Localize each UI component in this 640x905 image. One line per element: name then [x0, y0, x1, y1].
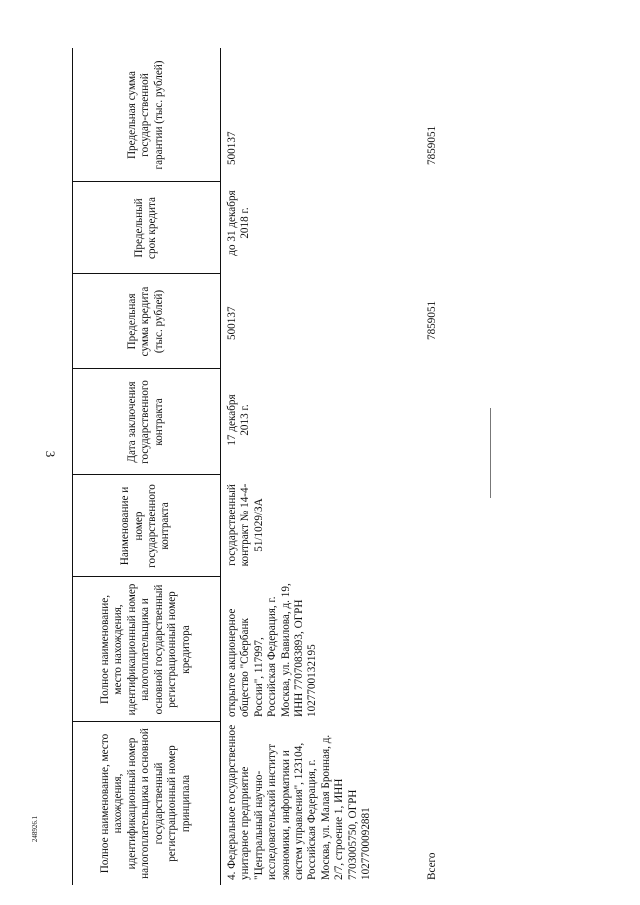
header-contract: Наименование и номер государственного контракта: [119, 484, 172, 568]
total-guarantee-sum: 7859051: [426, 125, 438, 165]
total-label: Всего: [426, 852, 438, 880]
row-contract-date: 17 декабря 2013 г.: [226, 394, 252, 446]
row-principal: 4. Федеральное государственное унитарное предприятие "Центральный научно-исследовательский институт экономики, информатики и систем управления", 123104, Российская Федерация, г. Москва, ул. Малая Бронная, д. 2/7, строение 1, ИНН 7703005750, ОГРН 1027700092881: [226, 724, 373, 880]
document-code: 248926.1: [31, 815, 40, 843]
page-number: 3: [43, 450, 58, 458]
header-guarantee-sum: Предельная сумма государ-ственной гарантии (тыс. рублей): [125, 60, 165, 170]
total-credit-sum: 7859051: [426, 300, 438, 340]
row-contract: государственный контракт № 14-4-51/1029/ЗА: [226, 483, 265, 567]
row-credit-term: до 31 декабря 2018 г.: [226, 190, 252, 256]
header-credit-sum: Предельная сумма кредита (тыс. рублей): [125, 286, 165, 357]
header-contract-date: Дата заключения государственного контракта: [125, 380, 165, 464]
guarantee-table: [72, 48, 612, 885]
header-creditor: Полное наименование, место нахождения, идентификационный номер налогоплательщика и основной государственный регистрационный номер кредитора: [99, 583, 192, 716]
header-bottom-rule: [220, 48, 221, 885]
row-guarantee-sum: 500137: [226, 131, 238, 165]
row-credit-sum: 500137: [226, 306, 238, 340]
row-creditor: открытое акционерное общество "Сбербанк России", 117997, Российская Федерация, г. Москва, ул. Вавилова, д. 19, ИНН 7707083893, ОГРН 1027700132195: [226, 583, 319, 717]
header-principal: Полное наименование, место нахождения, идентификационный номер налогоплательщика и основной государственный регистрационный номер принципала: [99, 728, 192, 879]
header-credit-term: Предельный срок кредита: [132, 197, 158, 259]
